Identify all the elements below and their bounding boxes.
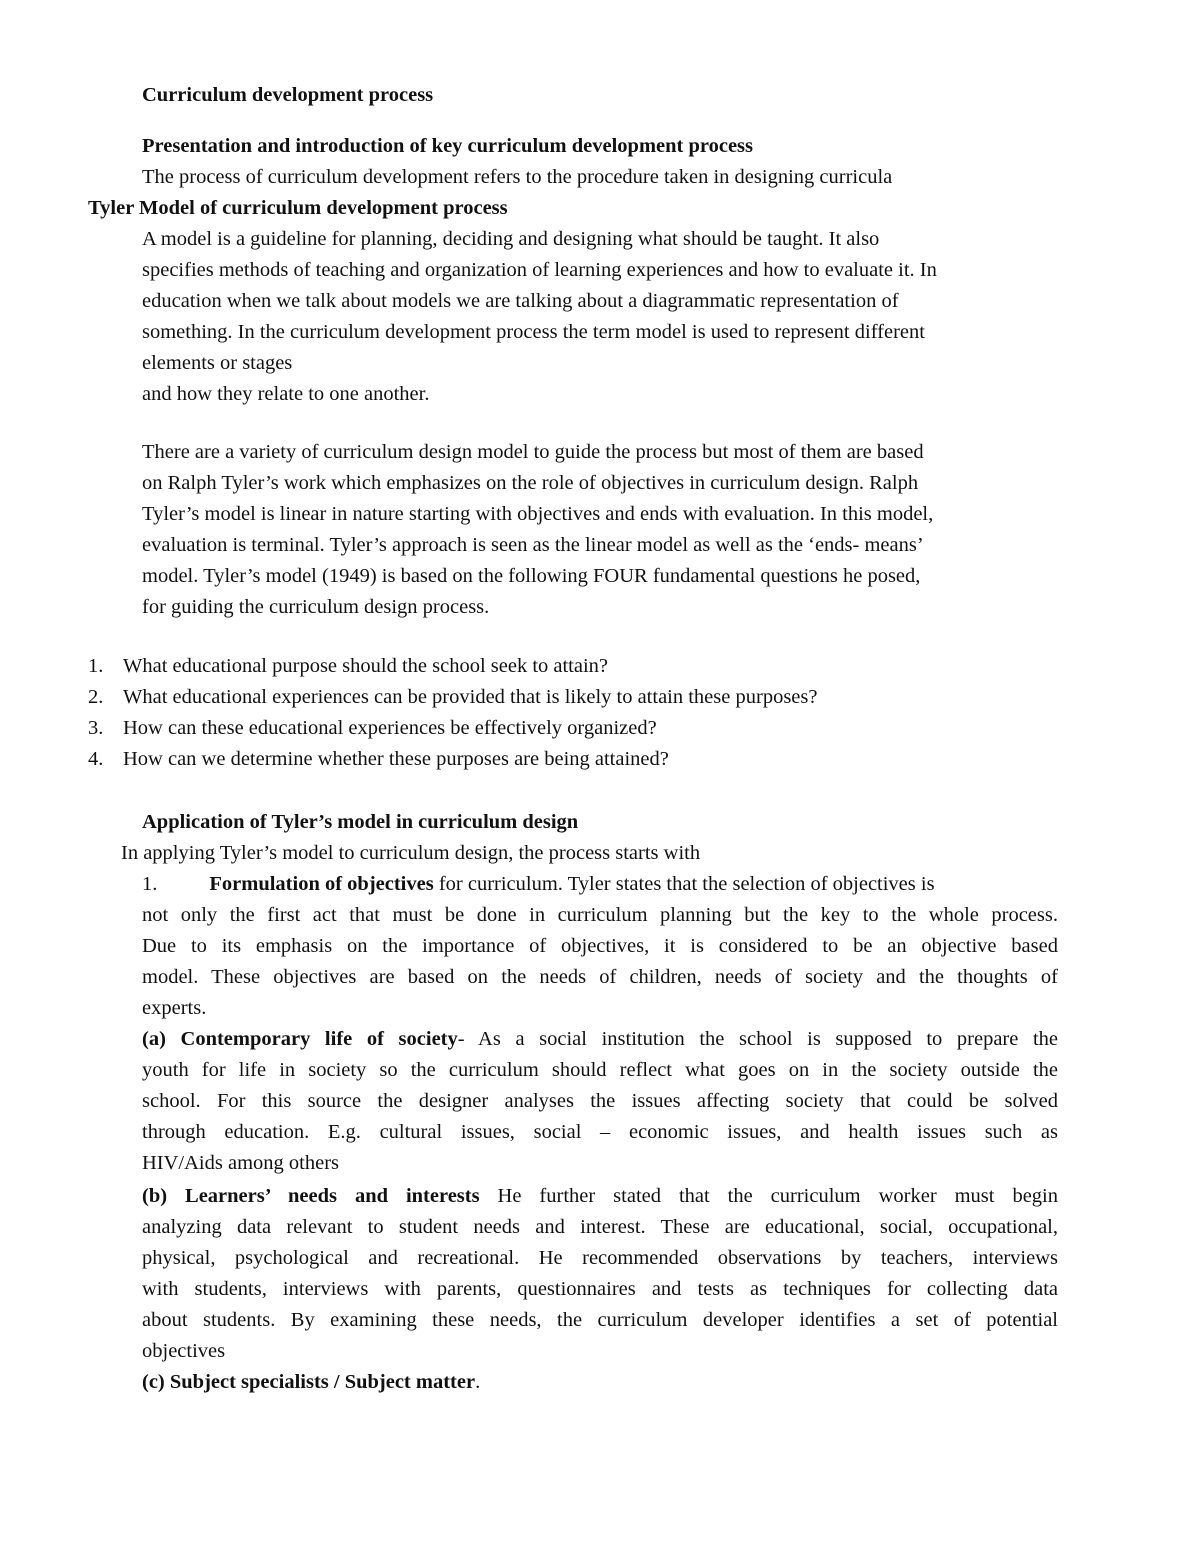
list-text: How can these educational experiences be effectively organized? bbox=[123, 717, 657, 739]
paragraph-line: school. For this source the designer analyses the issues affecting society that could be solved bbox=[142, 1090, 1058, 1112]
list-number: 3. bbox=[88, 717, 104, 739]
paragraph-line: Tyler’s model is linear in nature starting with objectives and ends with evaluation. In this model, bbox=[142, 503, 934, 525]
list-text: How can we determine whether these purposes are being attained? bbox=[123, 748, 669, 770]
paragraph-line: with students, interviews with parents, questionnaires and tests as techniques for collecting data bbox=[142, 1278, 1058, 1300]
paragraph-line: elements or stages bbox=[142, 352, 293, 374]
paragraph-line: analyzing data relevant to student needs and interest. These are educational, social, occupational, bbox=[142, 1216, 1058, 1238]
step-first-line bbox=[142, 872, 935, 896]
section-first-line bbox=[142, 1027, 1058, 1051]
paragraph-line: There are a variety of curriculum design model to guide the process but most of them are based bbox=[142, 441, 924, 463]
step-title: Formulation of objectives bbox=[209, 873, 434, 895]
document-title: Curriculum development process bbox=[142, 84, 434, 106]
application-intro: In applying Tyler’s model to curriculum design, the process starts with bbox=[121, 842, 701, 864]
section-text: . bbox=[475, 1371, 481, 1393]
paragraph-line: evaluation is terminal. Tyler’s approach is seen as the linear model as well as the ‘ends- means’ bbox=[142, 534, 924, 556]
paragraph-line: model. These objectives are based on the needs of children, needs of society and the thoughts of bbox=[142, 966, 1058, 988]
paragraph-line: on Ralph Tyler’s work which emphasizes on the role of objectives in curriculum design. Ralph bbox=[142, 472, 919, 494]
subheading: Presentation and introduction of key curriculum development process bbox=[142, 135, 754, 157]
paragraph-line: about students. By examining these needs, the curriculum developer identifies a set of potential bbox=[142, 1309, 1058, 1331]
list-number: 4. bbox=[88, 748, 104, 770]
paragraph-line: physical, psychological and recreational. He recommended observations by teachers, interviews bbox=[142, 1247, 1058, 1269]
paragraph-line: model. Tyler’s model (1949) is based on the following FOUR fundamental questions he posed, bbox=[142, 565, 921, 587]
intro-line: The process of curriculum development refers to the procedure taken in designing curricula bbox=[142, 166, 893, 188]
section-subject-matter bbox=[142, 1370, 480, 1394]
section-text: - As a social institution the school is supposed to prepare the bbox=[457, 1028, 1058, 1050]
application-heading: Application of Tyler’s model in curriculum design bbox=[142, 811, 579, 833]
paragraph-line: not only the first act that must be done in curriculum planning but the key to the whole process. bbox=[142, 904, 1058, 926]
step-text: for curriculum. Tyler states that the selection of objectives is bbox=[433, 873, 935, 895]
paragraph-line: experts. bbox=[142, 997, 207, 1019]
step-number: 1. bbox=[142, 873, 158, 895]
section-title: (c) Subject specialists / Subject matter bbox=[142, 1371, 476, 1393]
section-title: (a) Contemporary life of society bbox=[142, 1028, 458, 1050]
tyler-heading: Tyler Model of curriculum development process bbox=[88, 197, 508, 219]
paragraph-line: specifies methods of teaching and organization of learning experiences and how to evaluate it. In bbox=[142, 259, 937, 281]
paragraph-line: something. In the curriculum development process the term model is used to represent different bbox=[142, 321, 925, 343]
list-number: 2. bbox=[88, 686, 104, 708]
list-text: What educational purpose should the school seek to attain? bbox=[123, 655, 609, 677]
section-first-line bbox=[142, 1184, 1058, 1208]
section-text: He further stated that the curriculum worker must begin bbox=[479, 1185, 1058, 1207]
paragraph-line: HIV/Aids among others bbox=[142, 1152, 340, 1174]
paragraph-line: education when we talk about models we are talking about a diagrammatic representation of bbox=[142, 290, 899, 312]
list-text: What educational experiences can be provided that is likely to attain these purposes? bbox=[123, 686, 818, 708]
section-title: (b) Learners’ needs and interests bbox=[142, 1185, 480, 1207]
paragraph-line: A model is a guideline for planning, deciding and designing what should be taught. It also bbox=[142, 228, 880, 250]
paragraph-line: objectives bbox=[142, 1340, 226, 1362]
paragraph-line: youth for life in society so the curriculum should reflect what goes on in the society outside the bbox=[142, 1059, 1058, 1081]
paragraph-line: through education. E.g. cultural issues, social – economic issues, and health issues such as bbox=[142, 1121, 1058, 1143]
paragraph-line: and how they relate to one another. bbox=[142, 383, 430, 405]
list-number: 1. bbox=[88, 655, 104, 677]
paragraph-line: Due to its emphasis on the importance of objectives, it is considered to be an objective based bbox=[142, 935, 1058, 957]
paragraph-line: for guiding the curriculum design process. bbox=[142, 596, 490, 618]
